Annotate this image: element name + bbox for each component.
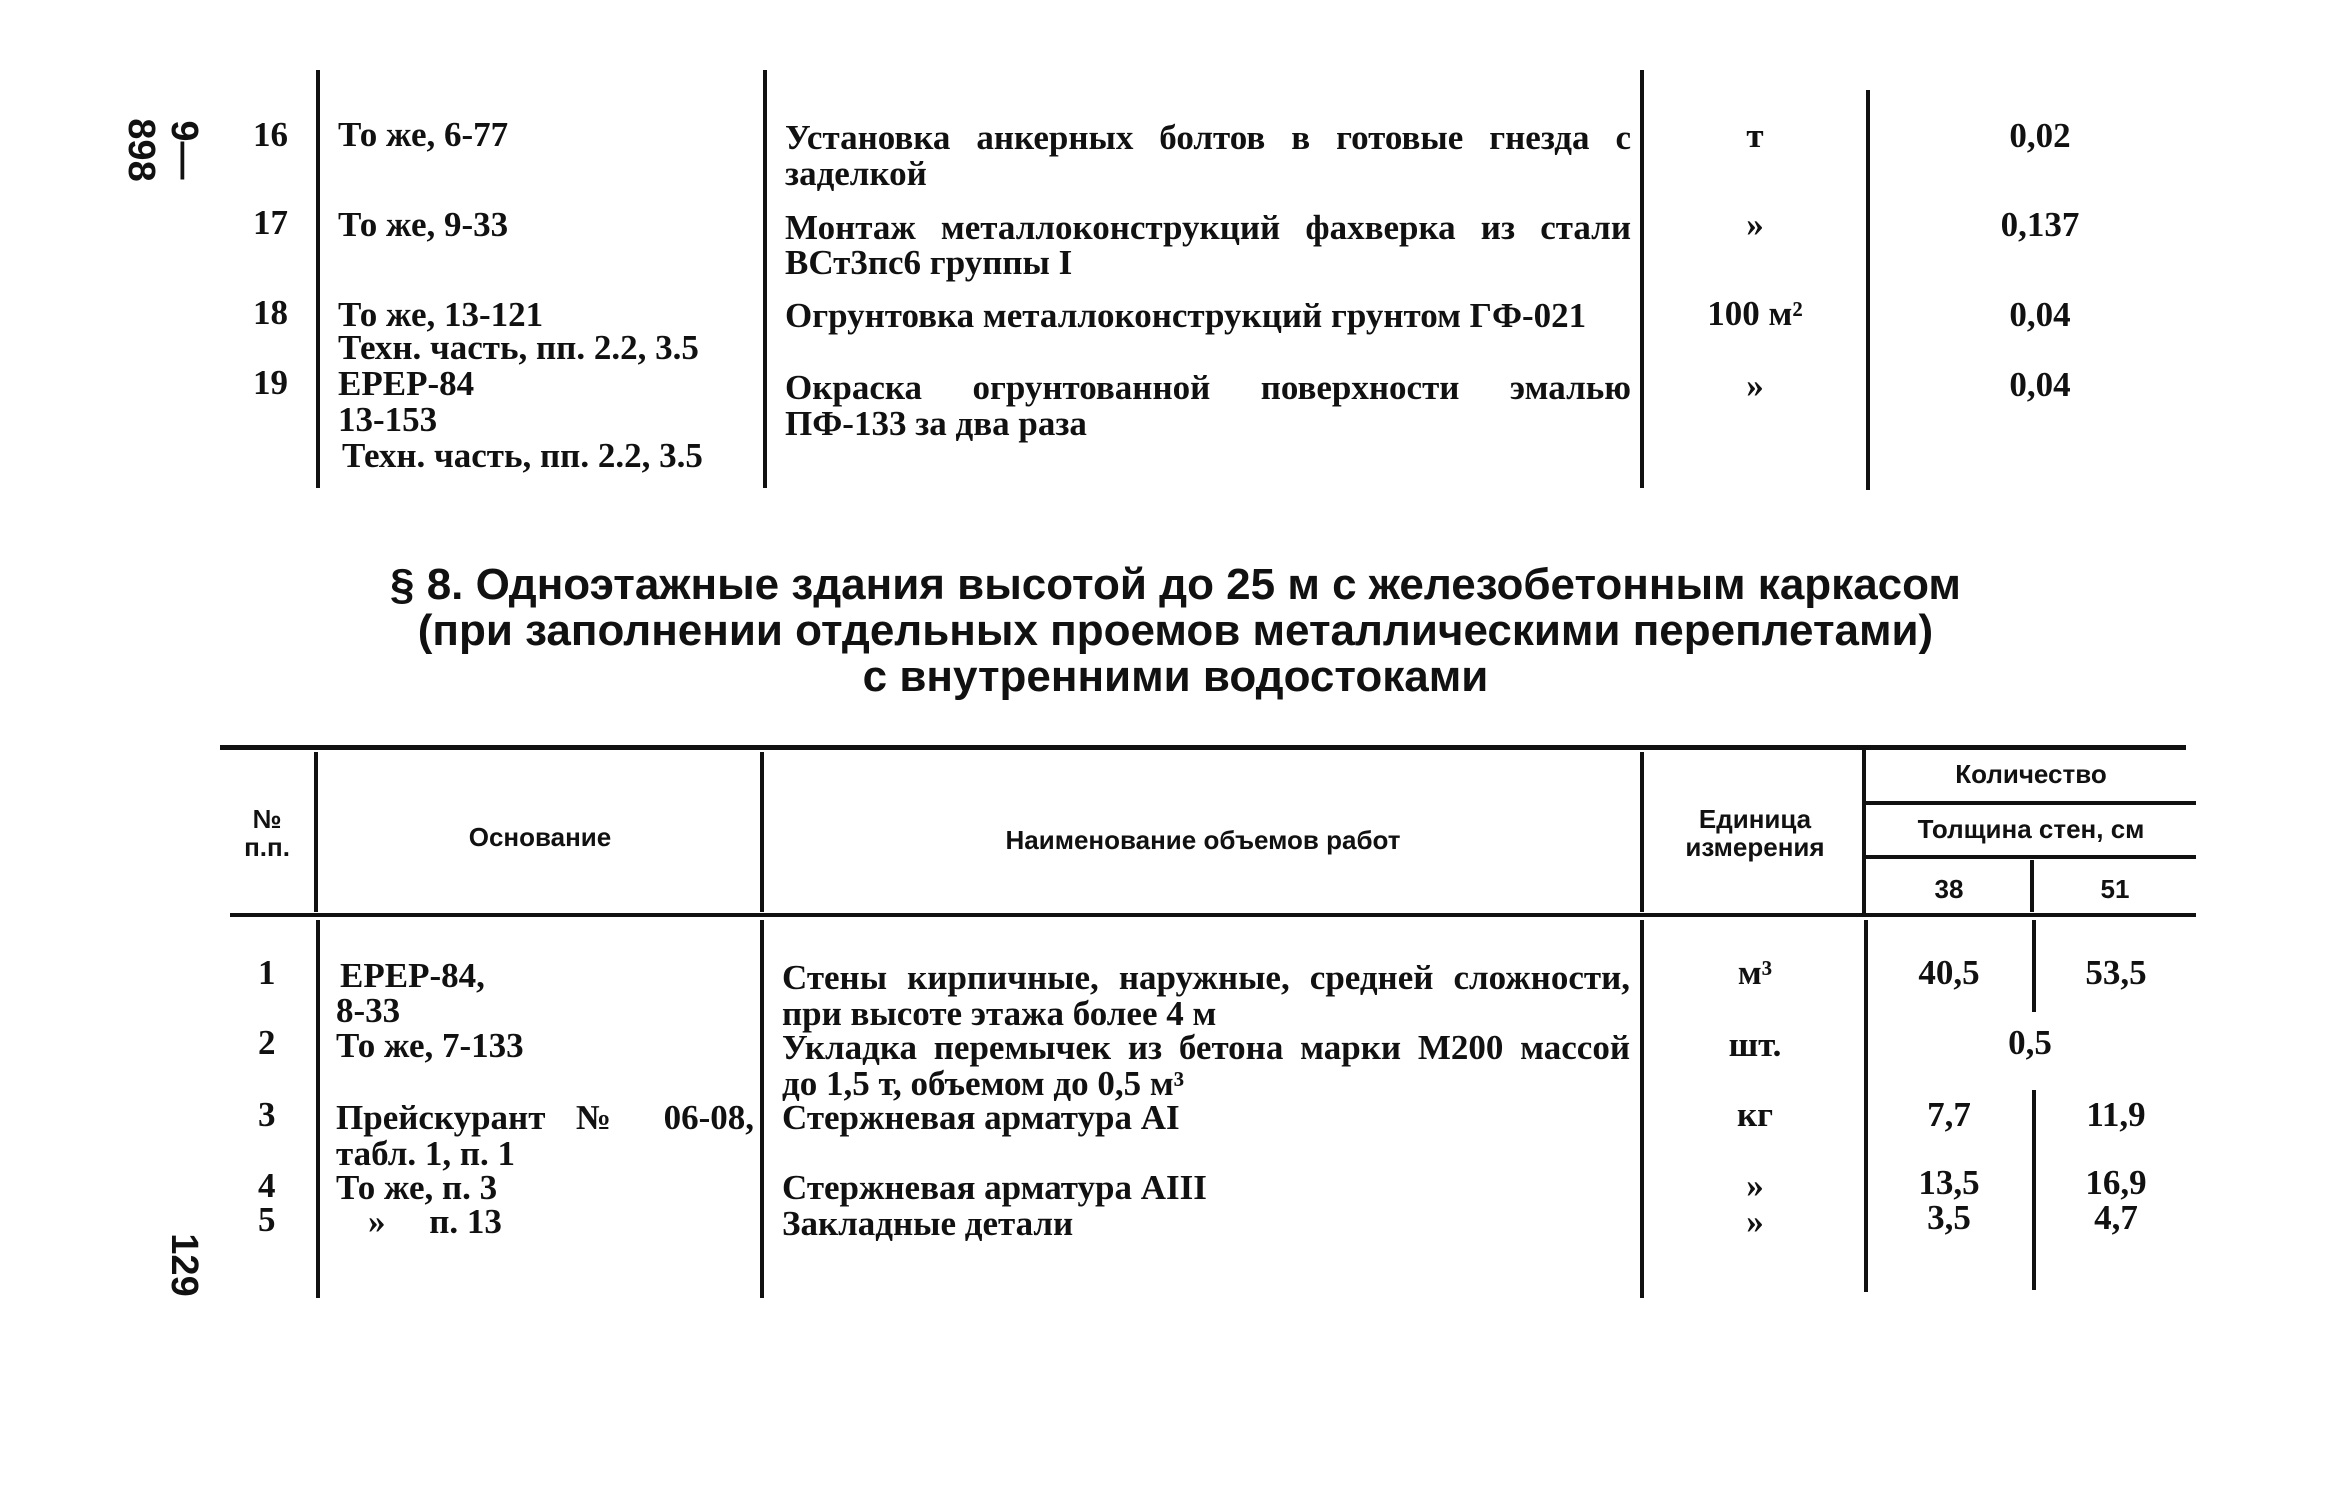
header-col-38: 38 — [1934, 874, 1964, 904]
row-work: Монтаж металлоконструкций фахверка из стали — [785, 208, 1631, 247]
row-work: Укладка перемычек из бетона марки М200 массой — [782, 1028, 1630, 1067]
row-basis: То же, п. 3 — [336, 1168, 498, 1207]
row-quantity: 0,02 — [2009, 116, 2071, 155]
page-number: 129 — [163, 1233, 205, 1297]
header-bottom-rule — [230, 913, 2196, 917]
row-number: 18 — [253, 293, 288, 332]
row-work: ВСт3пс6 группы I — [785, 243, 1073, 282]
divider — [760, 920, 764, 1298]
section-subtitle: с внутренними водостоками — [862, 652, 1489, 701]
header-quantity: Количество — [1955, 759, 2107, 789]
row-basis: Техн. часть, пп. 2.2, 3.5 — [342, 436, 703, 475]
row-number: 1 — [258, 953, 276, 992]
row-unit: кг — [1736, 1095, 1774, 1134]
row-basis: 13-153 — [338, 400, 438, 439]
header-thickness: Толщина стен, см — [1917, 814, 2145, 844]
divider — [1866, 90, 1870, 490]
row-unit: » — [1746, 366, 1764, 405]
row-basis: табл. 1, п. 1 — [336, 1134, 516, 1173]
header-number: № п.п. — [244, 804, 290, 862]
row-work: ПФ-133 за два раза — [785, 404, 1087, 443]
row-value-51: 53,5 — [2085, 953, 2147, 992]
header-unit: Единица измерения — [1685, 804, 1825, 862]
row-unit: т — [1746, 116, 1764, 155]
row-basis: То же, 9-33 — [338, 205, 509, 244]
divider — [763, 70, 767, 488]
row-unit: шт. — [1728, 1025, 1782, 1064]
row-value-38: 3,5 — [1927, 1198, 1971, 1237]
row-work: при высоте этажа более 4 м — [782, 994, 1217, 1033]
row-work: Стержневая арматура АI — [782, 1098, 1180, 1137]
row-work: до 1,5 т, объемом до 0,5 м³ — [782, 1064, 1185, 1103]
row-number: 19 — [253, 363, 288, 402]
row-value-38: 40,5 — [1918, 953, 1980, 992]
section-title: § 8. Одноэтажные здания высотой до 25 м с железобетонным каркасом — [390, 560, 1961, 609]
section-subtitle: (при заполнении отдельных проемов металлическими переплетами) — [417, 606, 1934, 655]
row-work: Огрунтовка металлоконструкций грунтом ГФ-021 — [785, 296, 1587, 335]
row-basis: То же, 6-77 — [338, 115, 509, 154]
row-work: заделкой — [785, 154, 927, 193]
row-basis: Прейскурант № 06-08, — [336, 1098, 754, 1137]
divider — [760, 752, 764, 912]
row-unit: » — [1746, 1166, 1764, 1205]
row-number: 4 — [258, 1166, 276, 1205]
row-basis: Техн. часть, пп. 2.2, 3.5 — [338, 328, 699, 367]
divider — [316, 70, 320, 488]
row-number: 16 — [253, 115, 288, 154]
row-quantity: 0,04 — [2009, 365, 2071, 404]
row-basis: » п. 13 — [368, 1202, 502, 1241]
row-value-51: 16,9 — [2085, 1163, 2147, 1202]
row-number: 5 — [258, 1200, 276, 1239]
row-value-38: 7,7 — [1927, 1095, 1971, 1134]
divider — [1640, 920, 1644, 1298]
row-quantity: 0,137 — [2000, 205, 2080, 244]
row-unit: 100 м² — [1707, 294, 1803, 333]
row-value-51: 4,7 — [2094, 1198, 2138, 1237]
header-basis: Основание — [468, 822, 612, 852]
row-quantity: 0,04 — [2009, 295, 2071, 334]
header-col-51: 51 — [2100, 874, 2130, 904]
row-value-merged: 0,5 — [2008, 1023, 2052, 1062]
table-top-rule — [220, 745, 2186, 750]
row-work: Стены кирпичные, наружные, средней сложности, — [782, 958, 1630, 997]
document-code: 9—898 — [120, 118, 205, 182]
header-work: Наименование объемов работ — [1005, 825, 1401, 855]
row-value-51: 11,9 — [2086, 1095, 2146, 1134]
row-unit: » — [1746, 1202, 1764, 1241]
divider — [316, 920, 320, 1298]
header-rule — [1866, 801, 2196, 805]
row-number: 17 — [253, 203, 288, 242]
divider — [314, 752, 318, 912]
row-basis: То же, 13-121 — [338, 295, 544, 334]
row-basis: То же, 7-133 — [336, 1026, 524, 1065]
row-basis: ЕРЕР-84 — [338, 364, 475, 403]
row-number: 3 — [258, 1095, 276, 1134]
row-basis: 8-33 — [336, 991, 401, 1030]
row-work: Установка анкерных болтов в готовые гнезда с — [785, 118, 1631, 157]
divider — [1640, 752, 1644, 912]
divider — [1640, 70, 1644, 488]
row-value-38: 13,5 — [1918, 1163, 1980, 1202]
row-basis: ЕРЕР-84, — [340, 956, 485, 995]
row-unit: » — [1746, 205, 1764, 244]
header-rule — [1866, 855, 2196, 859]
row-unit: м³ — [1737, 953, 1773, 992]
row-number: 2 — [258, 1023, 276, 1062]
row-work: Закладные детали — [782, 1204, 1074, 1243]
row-work: Стержневая арматура АIII — [782, 1168, 1207, 1207]
row-work: Окраска огрунтованной поверхности эмалью — [785, 368, 1631, 407]
